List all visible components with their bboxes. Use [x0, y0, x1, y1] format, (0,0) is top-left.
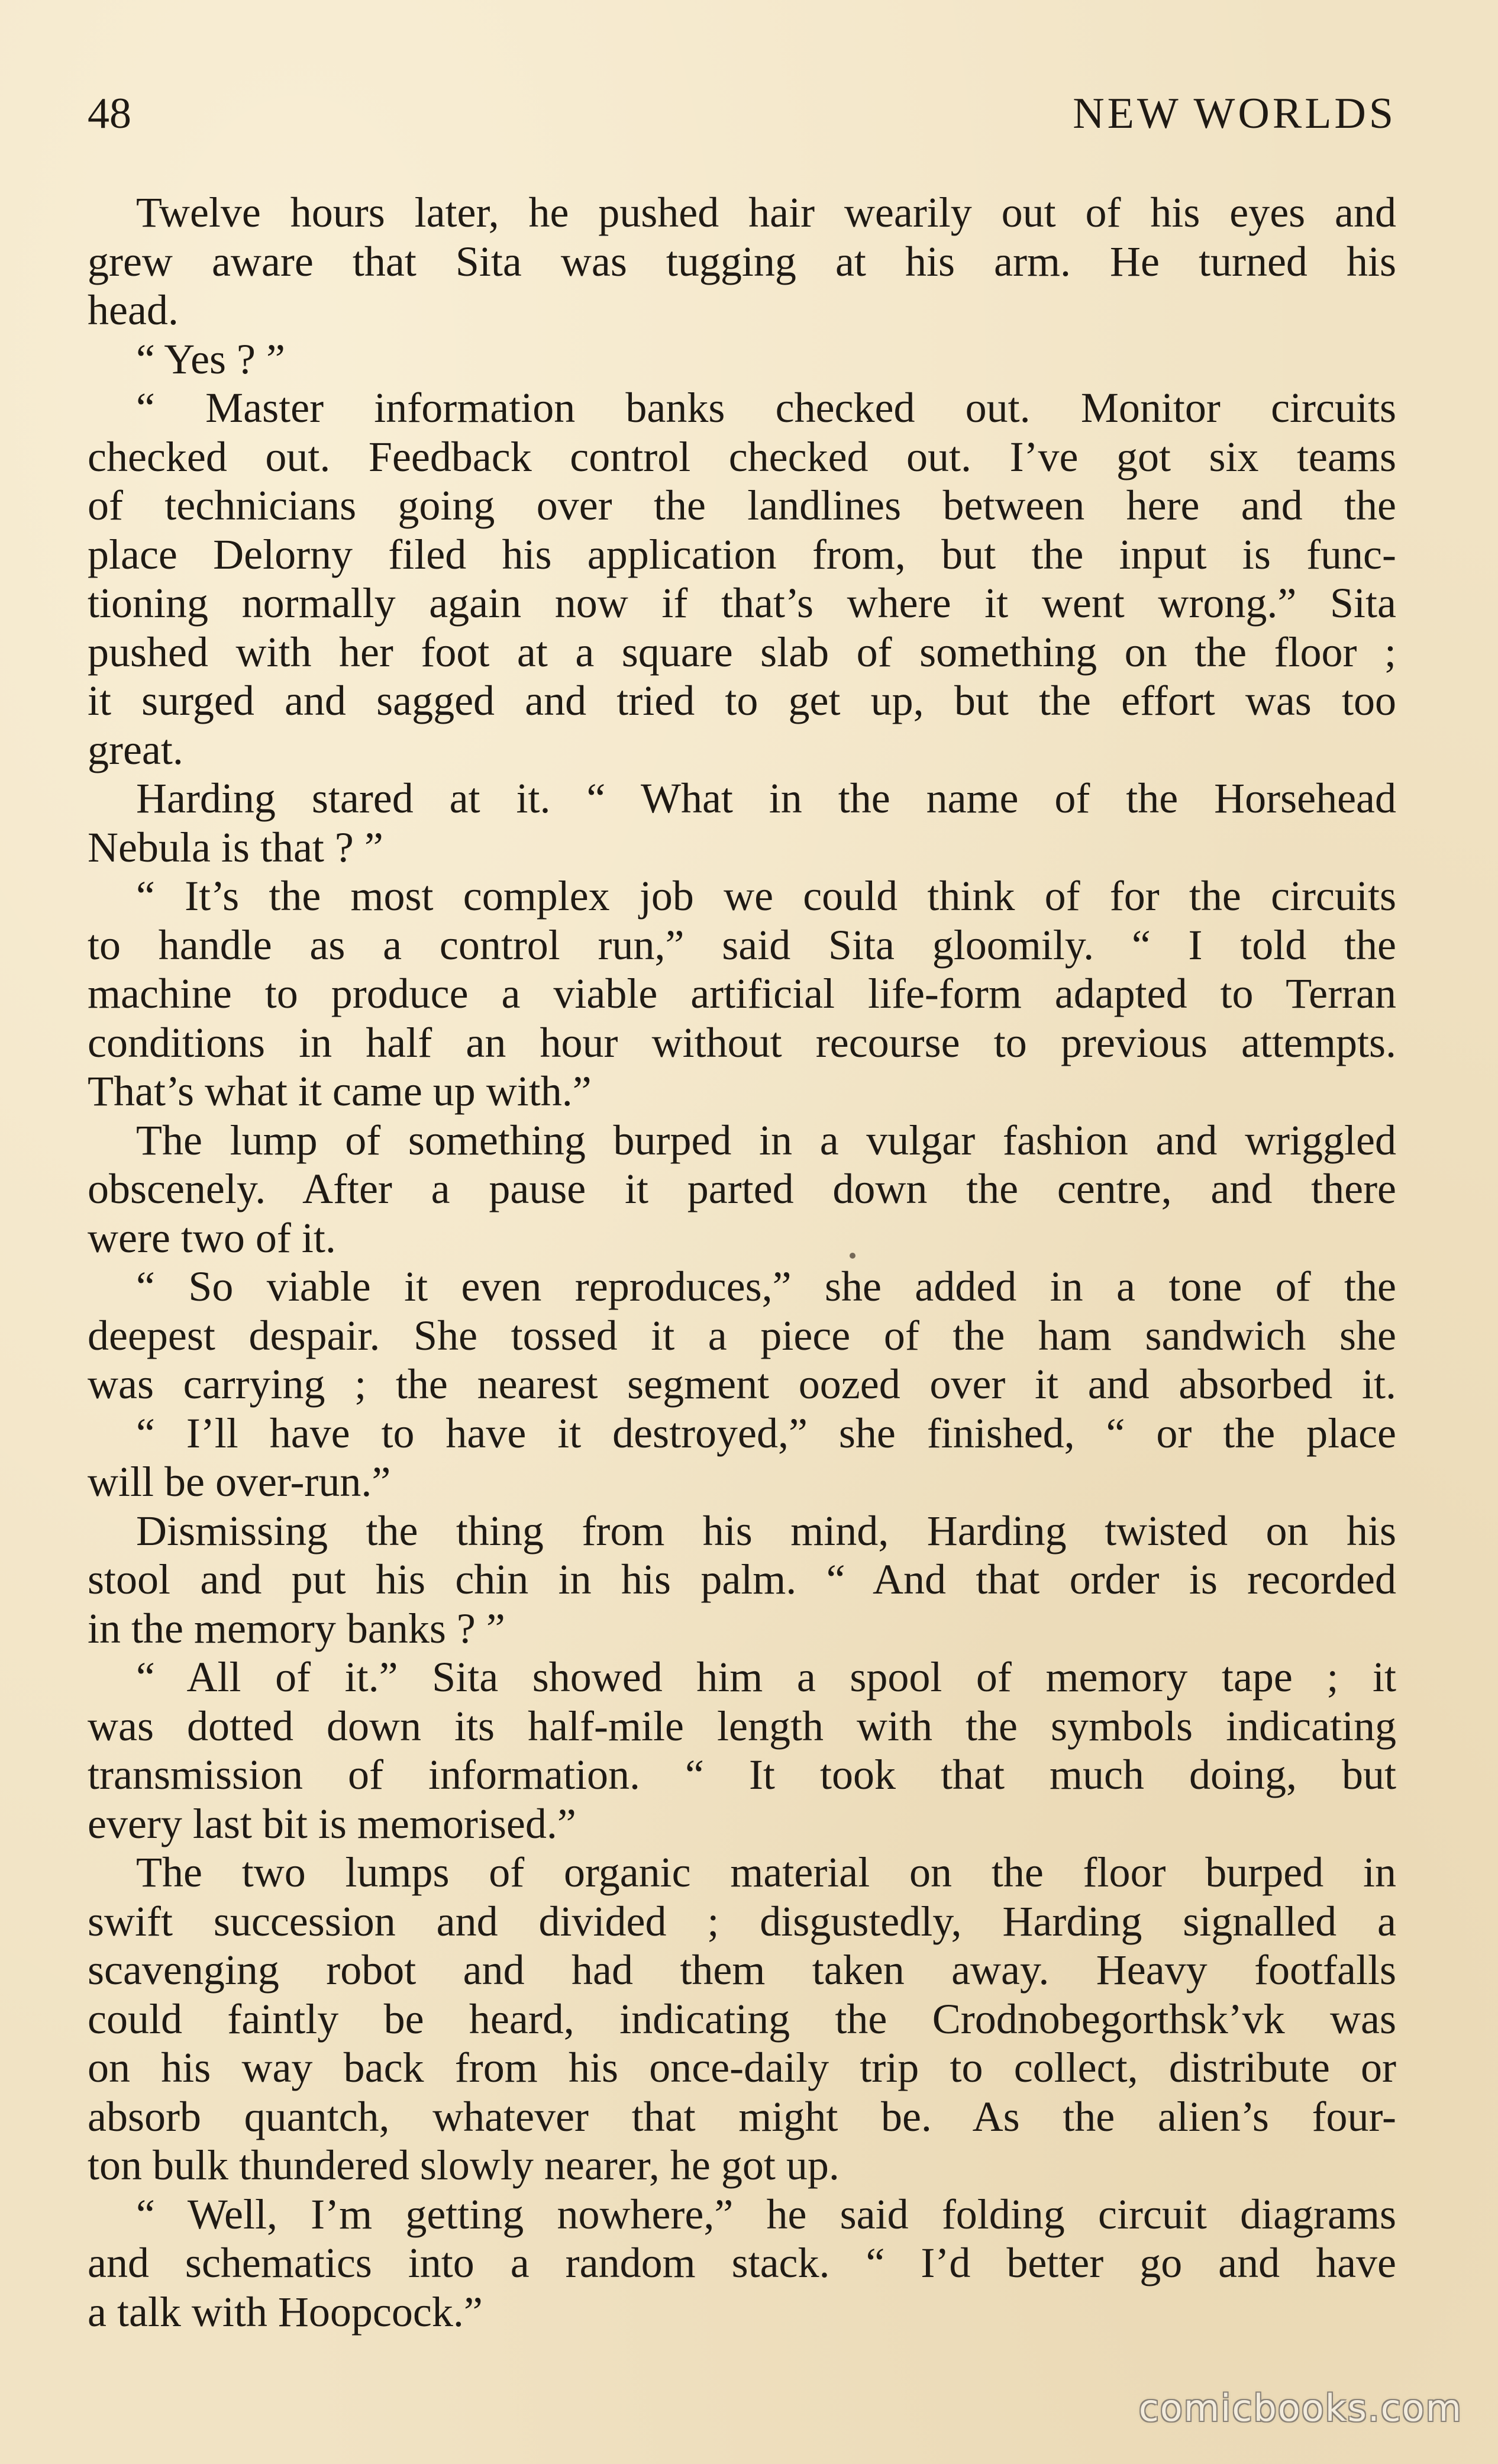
text-line: That’s what it came up with.”	[88, 1067, 592, 1115]
text-line: “ All of it.” Sita showed him a spool of memory tape ; it	[136, 1653, 1396, 1701]
text-line: and schematics into a random stack. “ I’d better go and have	[88, 2239, 1396, 2286]
text-line: Harding stared at it. “ What in the name of the Horsehead	[136, 775, 1396, 822]
text-line: scavenging robot and had them taken away. Heavy footfalls	[88, 1946, 1396, 1994]
text-line: tioning normally again now if that’s where it went wrong.” Sita	[88, 579, 1396, 627]
text-line: every last bit is memorised.”	[88, 1799, 576, 1847]
text-line: pushed with her foot at a square slab of something on the floor ;	[88, 628, 1396, 676]
story-text	[88, 188, 1396, 2336]
text-line: on his way back from his once-daily trip to collect, distribute or	[88, 2044, 1396, 2091]
text-line: “ It’s the most complex job we could think of for the circuits	[136, 872, 1396, 920]
text-line: will be over-run.”	[88, 1458, 391, 1505]
text-line: head.	[88, 286, 179, 334]
running-head	[88, 89, 1396, 160]
text-line: stool and put his chin in his palm. “ And that order is recorded	[88, 1556, 1396, 1603]
text-line: obscenely. After a pause it parted down the centre, and there	[88, 1165, 1396, 1212]
print-speck	[850, 1253, 855, 1259]
watermark-logo: comicbooks.com	[1138, 2386, 1463, 2430]
text-line: conditions in half an hour without recourse to previous attempts.	[88, 1018, 1396, 1066]
text-line: The lump of something burped in a vulgar fashion and wriggled	[136, 1116, 1396, 1164]
text-line: “ I’ll have to have it destroyed,” she finished, “ or the place	[136, 1409, 1396, 1457]
text-line: to handle as a control run,” said Sita gloomily. “ I told the	[88, 921, 1396, 969]
text-line: “ So viable it even reproduces,” she added in a tone of the	[136, 1263, 1396, 1310]
text-line: swift succession and divided ; disgustedly, Harding signalled a	[88, 1897, 1396, 1945]
text-line: Dismissing the thing from his mind, Harding twisted on his	[136, 1507, 1396, 1554]
text-line: “ Master information banks checked out. Monitor circuits	[136, 384, 1396, 431]
text-line: deepest despair. She tossed it a piece of the ham sandwich she	[88, 1311, 1396, 1359]
text-line: place Delorny filed his application from, but the input is func-	[88, 530, 1396, 578]
text-line: “ Well, I’m getting nowhere,” he said folding circuit diagrams	[136, 2190, 1396, 2238]
text-line: was dotted down its half-mile length with the symbols indicating	[88, 1702, 1396, 1750]
text-line: Twelve hours later, he pushed hair wearily out of his eyes and	[136, 189, 1396, 236]
text-line: a talk with Hoopcock.”	[88, 2288, 483, 2336]
text-line: machine to produce a viable artificial life-form adapted to Terran	[88, 970, 1396, 1017]
text-line: were two of it.	[88, 1214, 336, 1262]
text-line: checked out. Feedback control checked out. I’ve got six teams	[88, 433, 1396, 480]
text-line: of technicians going over the landlines between here and the	[88, 482, 1396, 529]
text-line: grew aware that Sita was tugging at his arm. He turned his	[88, 237, 1396, 285]
text-line: ton bulk thundered slowly nearer, he got up.	[88, 2142, 840, 2189]
text-line: great.	[88, 725, 183, 773]
text-line: it surged and sagged and tried to get up, but the effort was too	[88, 677, 1396, 724]
text-line: Nebula is that ? ”	[88, 823, 383, 871]
text-line: “ Yes ? ”	[136, 335, 285, 383]
text-line: The two lumps of organic material on the floor burped in	[136, 1849, 1396, 1896]
running-title: NEW WORLDS	[1073, 89, 1396, 138]
text-line: in the memory banks ? ”	[88, 1604, 505, 1652]
text-line: absorb quantch, whatever that might be. As the alien’s four-	[88, 2092, 1396, 2140]
text-line: was carrying ; the nearest segment oozed over it and absorbed it.	[88, 1360, 1396, 1408]
text-line: could faintly be heard, indicating the Crodnobegorthsk’vk was	[88, 1995, 1396, 2043]
page-number: 48	[88, 89, 131, 138]
text-line: transmission of information. “ It took that much doing, but	[88, 1751, 1396, 1798]
